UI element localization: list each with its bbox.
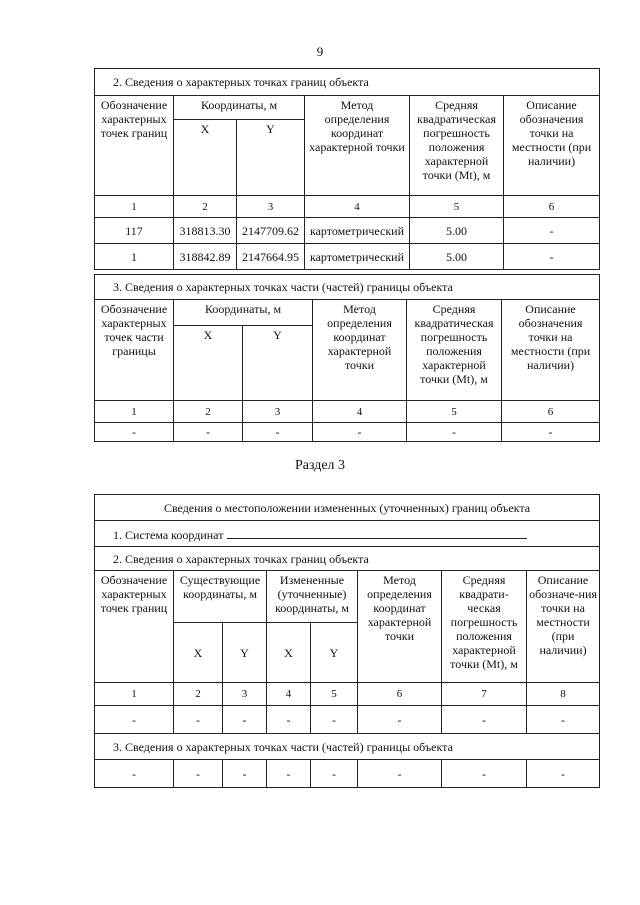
header-designation: Обозначение характерных точек части границы [95,300,174,401]
col-number: 5 [407,401,502,423]
col-number: 4 [267,683,311,706]
cell: - [223,760,267,788]
cell: - [527,760,600,788]
col-number: 1 [95,196,174,218]
section-heading: Раздел 3 [294,458,346,473]
table-subtitle: 2. Сведения о характерных точках границ объекта [95,547,600,571]
table-subtitle-2: 3. Сведения о характерных точках части (частей) границы объекта [95,734,600,760]
table-row [95,244,600,270]
header-method: Метод определения координат характерной точки [313,300,407,401]
col-number: 6 [502,401,600,423]
cell: - [174,760,223,788]
header-x: X [174,326,243,401]
header-coordinates: Координаты, м [174,96,305,120]
header-designation: Обозначение характерных точек границ [95,571,174,683]
cell-y: 2147709.62 [237,218,305,244]
boundary-points-table [94,68,600,270]
table-row [95,706,600,734]
header-description: Описание обозначения точки на местности (при наличии) [502,300,600,401]
changed-boundary-table [94,494,600,788]
col-number: 1 [95,683,174,706]
cell-designation: 1 [95,244,174,270]
cell: - [95,706,174,734]
cell: - [358,760,442,788]
col-number: 5 [311,683,358,706]
cell: - [442,706,527,734]
cell: - [267,706,311,734]
table-title: Сведения о местоположении измененных (уточненных) границ объекта [95,495,600,521]
header-x: X [174,120,237,196]
cell: - [311,760,358,788]
cell-x: 318842.89 [174,244,237,270]
col-number: 6 [504,196,600,218]
header-error: Средняя квадратическая погрешность положения характерной точки (Mt), м [407,300,502,401]
cell-description: - [504,244,600,270]
column-numbers-row [95,196,600,218]
cell-error: - [407,423,502,442]
header-y: Y [237,120,305,196]
col-number: 4 [305,196,410,218]
header-designation: Обозначение характерных точек границ [95,96,174,196]
col-number: 8 [527,683,600,706]
cell: - [174,706,223,734]
header-existing: Существующие координаты, м [174,571,267,623]
col-number: 3 [237,196,305,218]
table-row [95,423,600,442]
col-number: 6 [358,683,442,706]
cell: - [311,706,358,734]
col-number: 2 [174,683,223,706]
col-number: 5 [410,196,504,218]
header-description: Описание обозначе-ния точки на местности (при наличии) [527,571,600,683]
coordinate-system-row [95,521,600,547]
cell: - [223,706,267,734]
cell-error: 5.00 [410,244,504,270]
col-number: 2 [174,196,237,218]
cell-method: картометрический [305,218,410,244]
column-numbers-row [95,683,600,706]
cell-x: - [174,423,243,442]
header-x-existing: X [174,623,223,683]
header-method: Метод определения координат характерной точки [305,96,410,196]
col-number: 3 [243,401,313,423]
page-number: 9 [316,44,324,59]
col-number: 3 [223,683,267,706]
col-number: 7 [442,683,527,706]
header-coordinates: Координаты, м [174,300,313,326]
col-number: 4 [313,401,407,423]
table-title: 3. Сведения о характерных точках части (частей) границы объекта [95,275,600,300]
header-description: Описание обозначения точки на местности (при наличии) [504,96,600,196]
table-row [95,218,600,244]
col-number: 1 [95,401,174,423]
col-number: 2 [174,401,243,423]
cell: - [267,760,311,788]
header-method: Метод определения координат характерной точки [358,571,442,683]
cell-y: - [243,423,313,442]
column-numbers-row [95,401,600,423]
cell: - [527,706,600,734]
coordinate-system-label: 1. Система координат [113,527,224,542]
header-error: Средняя квадрати-ческая погрешность положения характерной точки (Mt), м [442,571,527,683]
cell-x: 318813.30 [174,218,237,244]
table-title: 2. Сведения о характерных точках границ объекта [95,69,600,96]
cell: - [358,706,442,734]
header-y-changed: Y [311,623,358,683]
cell: - [95,760,174,788]
header-y: Y [243,326,313,401]
cell-description: - [502,423,600,442]
header-y-existing: Y [223,623,267,683]
cell-y: 2147664.95 [237,244,305,270]
header-error: Средняя квадратическая погрешность положения характерной точки (Mt), м [410,96,504,196]
cell-designation: - [95,423,174,442]
header-changed: Измененные (уточненные) координаты, м [267,571,358,623]
cell: - [442,760,527,788]
cell-designation: 117 [95,218,174,244]
cell-method: - [313,423,407,442]
cell-description: - [504,218,600,244]
table-row [95,760,600,788]
header-x-changed: X [267,623,311,683]
cell-method: картометрический [305,244,410,270]
cell-error: 5.00 [410,218,504,244]
boundary-part-points-table [94,274,600,442]
coordinate-system-field [227,526,527,539]
